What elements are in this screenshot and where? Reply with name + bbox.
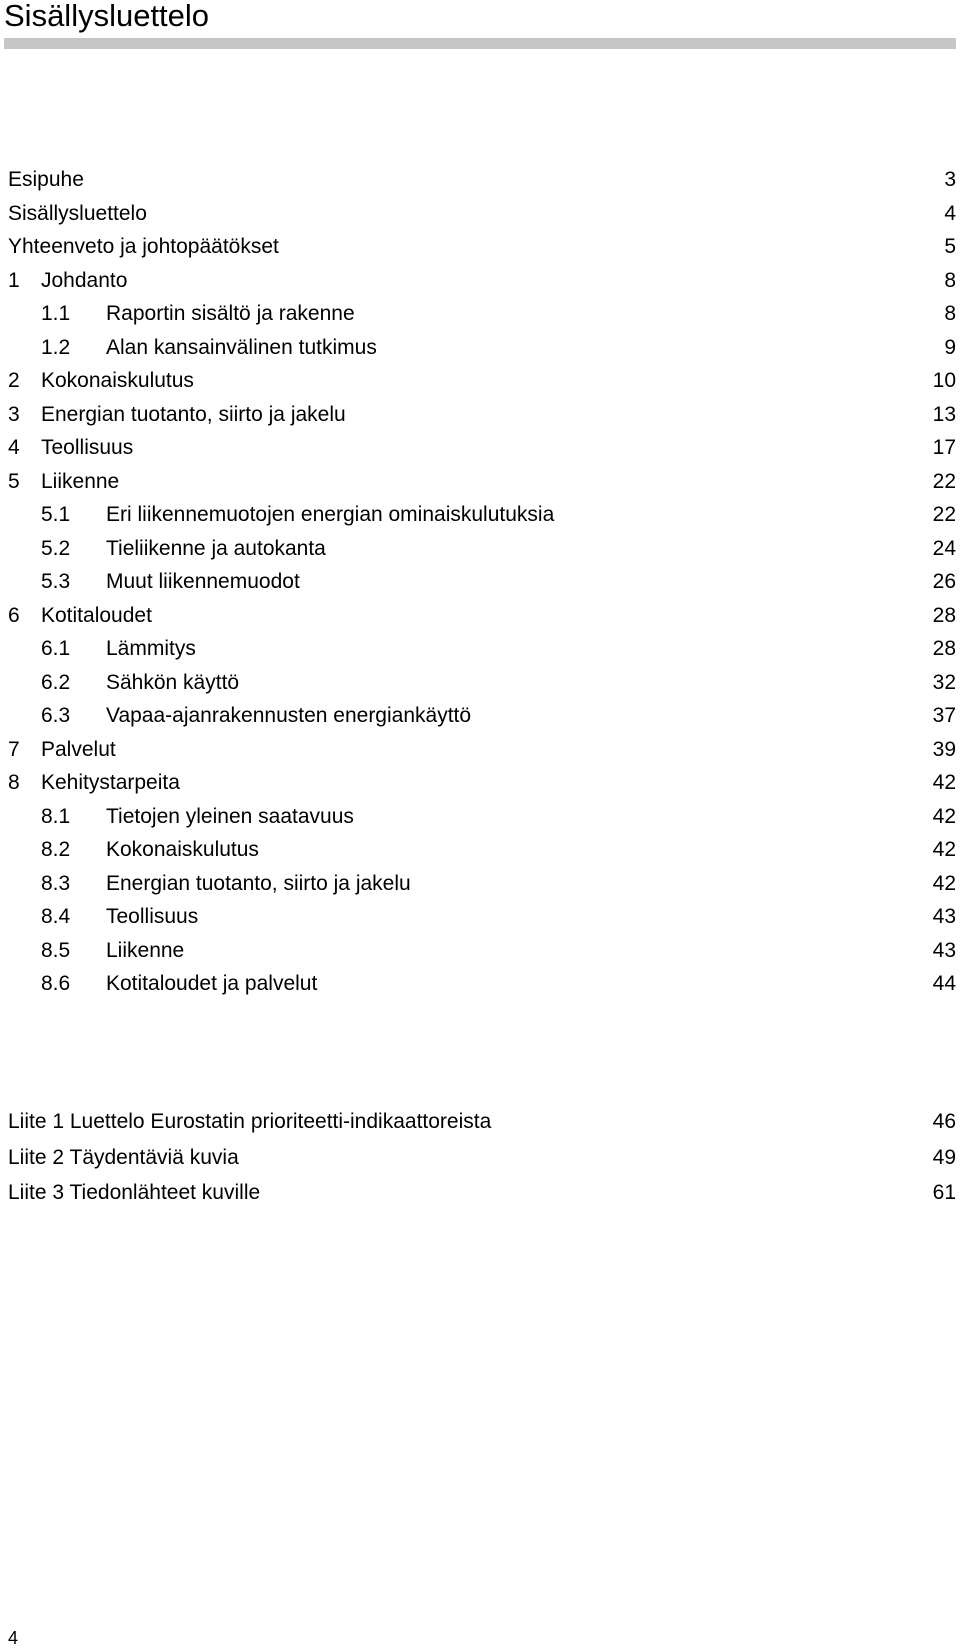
toc-entry[interactable] bbox=[8, 800, 956, 834]
toc-entry[interactable] bbox=[8, 163, 956, 197]
toc-entry-number: 8.5 bbox=[41, 938, 71, 962]
toc-entry[interactable] bbox=[8, 833, 956, 867]
toc-entry-number: 1.1 bbox=[41, 302, 71, 325]
toc-entry-label: Liikenne bbox=[106, 938, 185, 962]
appendix-entry-label: Liite 2 Täydentäviä kuvia bbox=[8, 1145, 239, 1169]
toc-entry-page: 39 bbox=[932, 737, 956, 761]
toc-entry-label: Kotitaloudet bbox=[41, 603, 152, 627]
toc-entry-label: Kehitystarpeita bbox=[41, 771, 180, 794]
toc-entry-number: 2 bbox=[8, 369, 20, 392]
toc-entry[interactable] bbox=[8, 398, 956, 432]
toc-entry-number: 8 bbox=[8, 771, 20, 794]
toc-entry-page: 42 bbox=[932, 871, 956, 895]
toc-entry-number: 6.1 bbox=[41, 637, 71, 660]
appendix-entry[interactable] bbox=[8, 1175, 956, 1211]
toc-entry-page: 22 bbox=[932, 469, 956, 493]
appendix-entry[interactable] bbox=[8, 1104, 956, 1140]
toc-entry-number: 8.6 bbox=[41, 972, 71, 995]
toc-entry-label: Tieliikenne ja autokanta bbox=[106, 536, 326, 560]
toc-entry-number: 4 bbox=[8, 436, 20, 459]
appendix-entry-label: Liite 3 Tiedonlähteet kuville bbox=[8, 1181, 261, 1204]
toc-entry-number: 8.2 bbox=[41, 838, 71, 861]
title-rule bbox=[4, 38, 956, 49]
toc-entry-label: Alan kansainvälinen tutkimus bbox=[106, 335, 377, 359]
toc-entry-number: 7 bbox=[8, 737, 20, 761]
table-of-contents bbox=[8, 163, 956, 1001]
toc-entry-page: 22 bbox=[932, 503, 956, 526]
toc-entry[interactable] bbox=[8, 632, 956, 666]
toc-entry[interactable] bbox=[8, 967, 956, 1001]
toc-entry-label: Teollisuus bbox=[41, 436, 134, 459]
toc-entry-label: Johdanto bbox=[41, 268, 128, 292]
toc-entry[interactable] bbox=[8, 364, 956, 398]
toc-entry-page: 42 bbox=[932, 838, 956, 861]
toc-entry-label: Kokonaiskulutus bbox=[41, 369, 194, 392]
toc-entry-number: 6 bbox=[8, 603, 20, 627]
toc-entry-label: Teollisuus bbox=[106, 905, 199, 928]
toc-entry[interactable] bbox=[8, 867, 956, 901]
toc-entry-label: Kotitaloudet ja palvelut bbox=[106, 972, 318, 995]
appendix-list bbox=[8, 1104, 956, 1211]
toc-entry[interactable] bbox=[8, 230, 956, 264]
toc-entry[interactable] bbox=[8, 532, 956, 566]
toc-entry-label: Eri liikennemuotojen energian ominaiskulutuksia bbox=[106, 503, 555, 526]
page-title: Sisällysluettelo bbox=[4, 0, 210, 33]
toc-entry[interactable] bbox=[8, 599, 956, 633]
toc-entry[interactable] bbox=[8, 465, 956, 499]
toc-entry-page: 10 bbox=[932, 369, 956, 392]
toc-entry[interactable] bbox=[8, 733, 956, 767]
toc-entry-page: 42 bbox=[932, 771, 956, 794]
toc-entry[interactable] bbox=[8, 498, 956, 532]
toc-entry-page: 42 bbox=[932, 804, 956, 828]
toc-entry-page: 5 bbox=[944, 235, 956, 258]
toc-entry[interactable] bbox=[8, 934, 956, 968]
toc-entry-number: 1.2 bbox=[41, 335, 71, 359]
toc-entry-number: 8.4 bbox=[41, 905, 71, 928]
toc-entry-page: 43 bbox=[932, 905, 956, 928]
toc-entry-label: Vapaa-ajanrakennusten energiankäyttö bbox=[106, 704, 472, 727]
toc-entry-label: Esipuhe bbox=[8, 168, 84, 191]
appendix-entry[interactable] bbox=[8, 1140, 956, 1176]
toc-entry-label: Raportin sisältö ja rakenne bbox=[106, 302, 355, 325]
appendix-entry-page: 61 bbox=[932, 1181, 956, 1204]
toc-entry-page: 37 bbox=[932, 704, 956, 727]
page-number: 4 bbox=[8, 1628, 19, 1648]
toc-entry-label: Liikenne bbox=[41, 469, 120, 493]
toc-entry[interactable] bbox=[8, 297, 956, 331]
toc-entry-label: Sisällysluettelo bbox=[8, 201, 147, 225]
toc-entry-page: 3 bbox=[944, 168, 956, 191]
toc-entry-label: Palvelut bbox=[41, 737, 116, 761]
toc-entry-page: 44 bbox=[932, 972, 956, 995]
toc-entry-page: 8 bbox=[944, 302, 956, 325]
toc-entry-page: 4 bbox=[944, 201, 956, 225]
toc-entry-number: 6.2 bbox=[41, 670, 71, 694]
toc-entry-page: 8 bbox=[944, 268, 956, 292]
toc-entry-number: 8.3 bbox=[41, 871, 71, 895]
toc-entry-number: 5.2 bbox=[41, 536, 71, 560]
toc-entry-page: 17 bbox=[932, 436, 956, 459]
toc-entry-page: 28 bbox=[932, 637, 956, 660]
toc-entry-number: 5.3 bbox=[41, 570, 71, 593]
toc-entry-number: 6.3 bbox=[41, 704, 71, 727]
toc-entry-page: 9 bbox=[944, 335, 956, 359]
toc-entry-label: Energian tuotanto, siirto ja jakelu bbox=[106, 871, 411, 895]
toc-entry-page: 43 bbox=[932, 938, 956, 962]
toc-entry[interactable] bbox=[8, 900, 956, 934]
toc-entry[interactable] bbox=[8, 197, 956, 231]
toc-entry-page: 26 bbox=[932, 570, 956, 593]
toc-entry-page: 32 bbox=[932, 670, 956, 694]
toc-entry-label: Kokonaiskulutus bbox=[106, 838, 259, 861]
toc-entry-label: Yhteenveto ja johtopäätökset bbox=[8, 235, 279, 258]
toc-entry-label: Tietojen yleinen saatavuus bbox=[106, 804, 354, 828]
appendix-entry-page: 46 bbox=[932, 1110, 956, 1133]
toc-entry[interactable] bbox=[8, 431, 956, 465]
toc-entry-number: 5.1 bbox=[41, 503, 71, 526]
toc-entry-number: 5 bbox=[8, 469, 20, 493]
toc-entry-number: 8.1 bbox=[41, 804, 71, 828]
toc-entry-page: 13 bbox=[932, 402, 956, 426]
toc-entry-number: 3 bbox=[8, 402, 20, 426]
toc-entry-label: Sähkön käyttö bbox=[106, 670, 240, 694]
toc-entry[interactable] bbox=[8, 331, 956, 365]
toc-entry[interactable] bbox=[8, 264, 956, 298]
toc-entry-page: 28 bbox=[932, 603, 956, 627]
toc-entry-label: Muut liikennemuodot bbox=[106, 570, 300, 593]
toc-entry[interactable] bbox=[8, 766, 956, 800]
toc-entry[interactable] bbox=[8, 699, 956, 733]
toc-entry-page: 24 bbox=[932, 536, 956, 560]
toc-entry-label: Lämmitys bbox=[106, 637, 196, 660]
toc-entry[interactable] bbox=[8, 565, 956, 599]
toc-entry-label: Energian tuotanto, siirto ja jakelu bbox=[41, 402, 346, 426]
toc-entry-number: 1 bbox=[8, 268, 20, 292]
appendix-entry-label: Liite 1 Luettelo Eurostatin prioriteetti-indikaattoreista bbox=[8, 1110, 492, 1133]
appendix-entry-page: 49 bbox=[932, 1145, 956, 1169]
toc-entry[interactable] bbox=[8, 666, 956, 700]
